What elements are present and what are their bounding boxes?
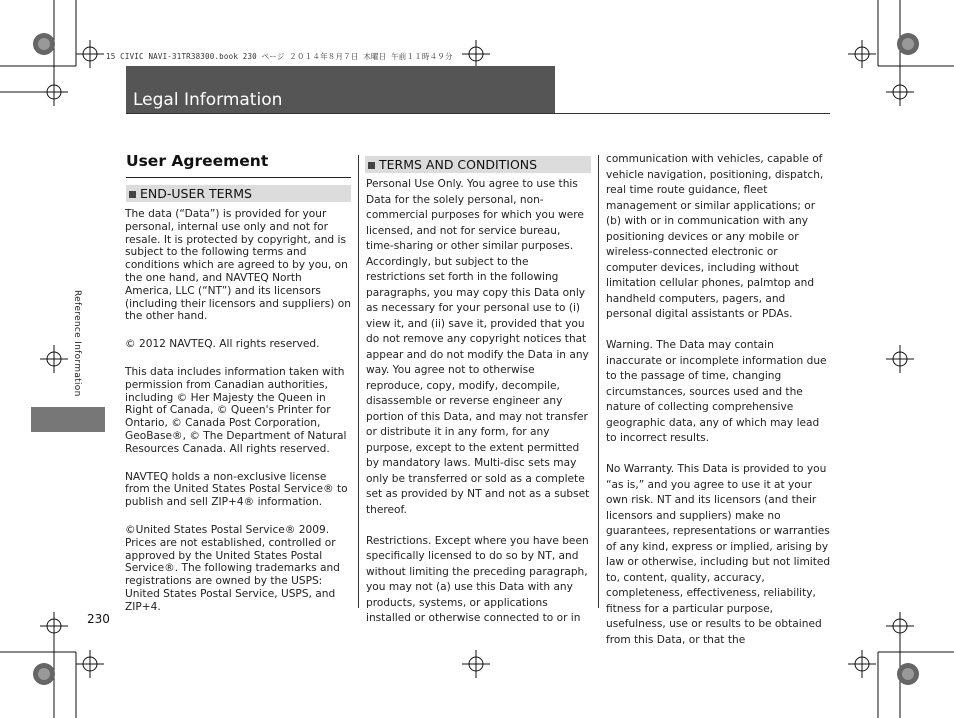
section-rule	[126, 177, 351, 178]
end-user-terms-body	[125, 208, 351, 629]
terms-body	[366, 177, 591, 642]
column-divider	[598, 155, 599, 608]
paragraph: Warning. The Data may contain inaccurate or incomplete information due to the passage of time, changing circumstances, sources used and the nature of collecting comprehensive geographic data, any of which may lead to incorrect results.	[606, 339, 827, 444]
section-title: User Agreement	[126, 152, 269, 170]
title-rule	[126, 113, 830, 114]
paragraph: The data (“Data”) is provided for your personal, internal use only and not for resale. It is protected by copyright, and is subject to the following terms and conditions which are agreed to by you, on the one hand, and NAVTEQ North America, LLC (“NT”) and its licensors (including their licensors and suppliers) on the other hand.	[125, 208, 351, 323]
paragraph: communication with vehicles, capable of vehicle navigation, positioning, dispatch, real time route guidance, fleet management or similar applications; or (b) with or in communication with any positioning devices or any mobile or wireless-connected electronic or computer devices, including without limitation cellular phones, palmtop and handheld computers, pagers, and personal digital assistants or PDAs.	[606, 153, 824, 320]
paragraph: NAVTEQ holds a non-exclusive license from the United States Postal Service® to publish and sell ZIP+4® information.	[125, 470, 348, 509]
paragraph: © 2012 NAVTEQ. All rights reserved.	[125, 338, 320, 351]
end-user-terms-heading	[126, 185, 351, 202]
end-user-terms-heading-text: END-USER TERMS	[140, 186, 252, 201]
terms-body-continued	[606, 152, 832, 664]
square-bullet-icon	[368, 162, 375, 169]
paragraph: Personal Use Only. You agree to use this Data for the solely personal, non-commercial purposes for which you were licensed, and not for service bureau, time-sharing or other similar purposes. Accordingly, but subject to the restrictions set forth in the following paragraphs, you may copy this Data only as necessary for your personal use to (i) view it, and (ii) save it, provided that you do not remove any copyright notices that appear and do not modify the Data in any way. You agree not to otherwise reproduce, copy, modify, decompile, disassemble or reverse engineer any portion of this Data, and may not transfer or distribute it in any form, for any purpose, except to the extent permitted by mandatory laws. Multi-disc sets may only be transferred or sold as a complete set as provided by NT and not as a subset thereof.	[366, 178, 590, 516]
side-tab-marker	[31, 407, 105, 432]
side-tab-label: Reference Information	[72, 290, 82, 397]
column-divider	[358, 155, 359, 608]
paragraph: ©United States Postal Service® 2009. Prices are not established, controlled or approved by the United States Postal Service®. The following trademarks and registrations are owned by the USPS: United States Postal Service, USPS, and ZIP+4.	[125, 523, 340, 613]
paragraph: No Warranty. This Data is provided to you “as is,” and you agree to use it at your own risk. NT and its licensors (and their licensors and suppliers) make no guarantees, representations or warranties of any kind, express or implied, arising by law or otherwise, including but not limited to, content, quality, accuracy, completeness, effectiveness, reliability, fitness for a particular purpose, usefulness, use or results to be obtained from this Data, or that the	[606, 463, 831, 646]
page-title: Legal Information	[133, 90, 283, 110]
paragraph: Restrictions. Except where you have been specifically licensed to do so by NT, and without limiting the preceding paragraph, you may not (a) use this Data with any products, systems, or applications installed or otherwise connected to or in	[366, 534, 589, 624]
print-header-info: 15 CIVIC NAVI-31TR38300.book 230 ページ ２０１４年８月７日 木曜日 午前１１時４９分	[106, 52, 453, 61]
terms-and-conditions-heading	[365, 156, 591, 173]
paragraph: This data includes information taken with permission from Canadian authorities, including © Her Majesty the Queen in Right of Canada, © Queen's Printer for Ontario, © Canada Post Corporation, GeoBase®, © The Department of Natural Resources Canada. All rights reserved.	[125, 365, 347, 455]
square-bullet-icon	[129, 191, 136, 198]
terms-heading-text: TERMS AND CONDITIONS	[379, 157, 538, 172]
page-number: 230	[87, 612, 110, 626]
